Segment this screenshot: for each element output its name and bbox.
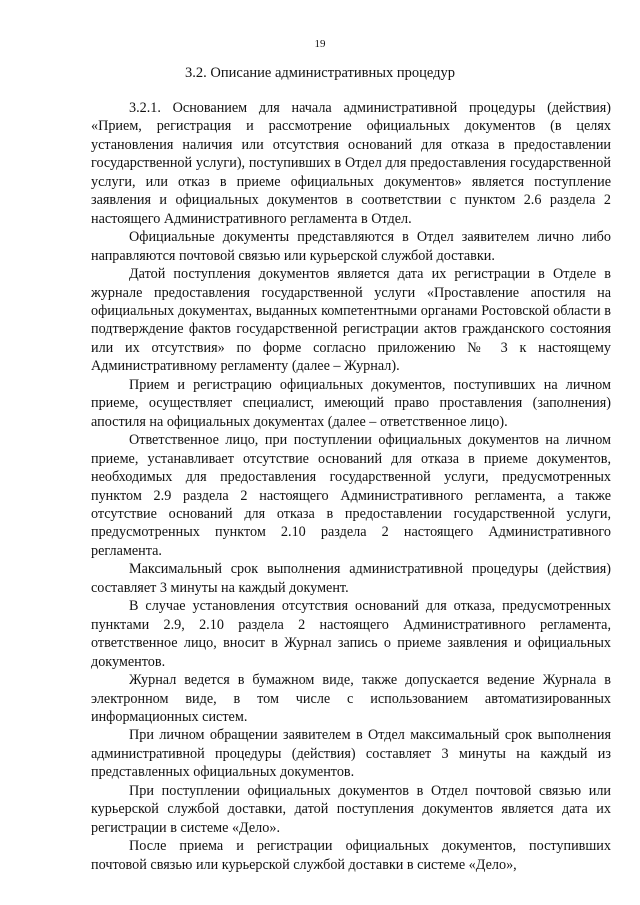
body-text xyxy=(91,99,611,874)
paragraph-responsible-person: Прием и регистрацию официальных документов, поступивших на личном приеме, осуществляет специалист, имеющий право проставления (заполнения) апостиля на официальных документах (далее – ответственное лицо). xyxy=(91,376,611,430)
paragraph-max-time-per-document: Максимальный срок выполнения административной процедуры (действия) составляет 3 минуты на каждый документ. xyxy=(91,561,611,596)
section-title: 3.2. Описание административных процедур xyxy=(185,65,455,81)
paragraph-journal-entry: В случае установления отсутствия оснований для отказа, предусмотренных пунктами 2.9, 2.10 раздела 2 настоящего Административного регламента, ответственное лицо, вносит в Журнал запись о приеме заявления и официальных документов. xyxy=(91,598,611,670)
paragraph-3-2-1-basis: 3.2.1. Основанием для начала административной процедуры (действия) «Прием, регистрация и рассмотрение официальных документов (в целях установления наличия или отсутствия оснований для отказа в предоставлении государственной услуги), поступивших в Отдел для предоставления государственной услуги, или отказ в приеме официальных документов» является поступление заявления и официальных документов в соответствии с пунктом 2.6 раздела 2 настоящего Административного регламента в Отдел. xyxy=(91,100,611,227)
page-number: 19 xyxy=(314,38,326,50)
paragraph-postal-receipt: При поступлении официальных документов в Отдел почтовой связью или курьерской службой доставки, датой поступления документов является дата их регистрации в системе «Дело». xyxy=(91,782,611,836)
paragraph-submission-methods: Официальные документы представляются в Отдел заявителем лично либо направляются почтовой связью или курьерской службой доставки. xyxy=(91,229,611,264)
paragraph-after-registration: После приема и регистрации официальных документов, поступивших почтовой связью или курьерской службой доставки в системе «Дело», xyxy=(91,838,611,873)
paragraph-journal-format: Журнал ведется в бумажном виде, также допускается ведение Журнала в электронном виде, в том числе с использованием автоматизированных информационных систем. xyxy=(91,672,611,725)
paragraph-personal-visit-time: При личном обращении заявителем в Отдел максимальный срок выполнения административной процедуры (действия) составляет 3 минуты на каждый из представленных официальных документов. xyxy=(91,727,611,781)
paragraph-receipt-date: Датой поступления документов является дата их регистрации в Отделе в журнале предоставления государственной услуги «Проставление апостиля на официальных документах, выданных компетентными органами Ростовской области в подтверждение фактов государственной регистрации актов гражданского состояния или их отсутствия» по форме согласно приложению № 3 к настоящему Административному регламенту (далее – Журнал). xyxy=(91,266,611,375)
paragraph-grounds-check: Ответственное лицо, при поступлении официальных документов на личном приеме, устанавливает отсутствие оснований для отказа в приеме документов, необходимых для предоставления государственной услуги, предусмотренных пунктом 2.9 раздела 2 настоящего Административного регламента, а также отсутствие оснований для отказа в предоставлении государственной услуги, предусмотренных пунктом 2.10 раздела 2 настоящего Административного регламента. xyxy=(91,432,611,559)
